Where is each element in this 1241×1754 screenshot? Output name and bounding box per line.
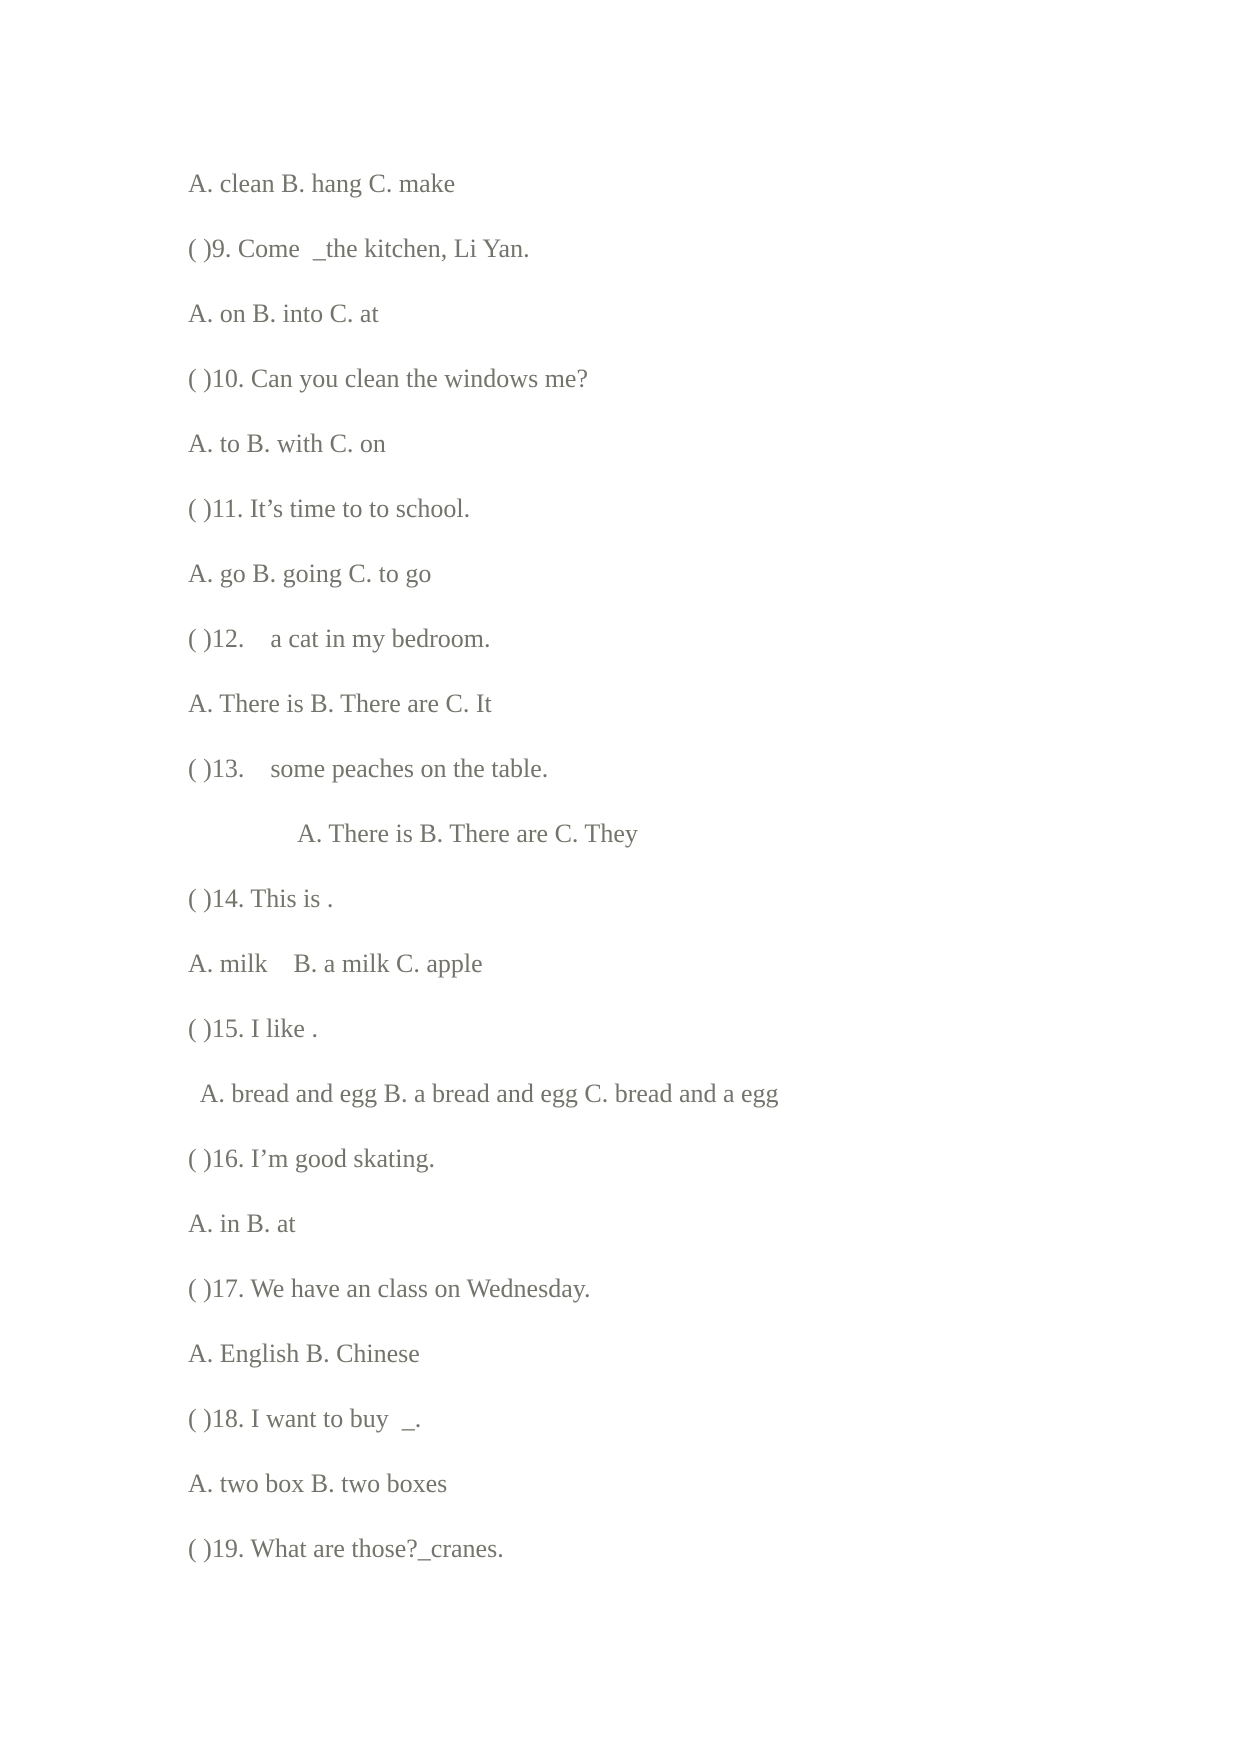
question-line-q17: ( )17. We have an class on Wednesday. [188,1274,591,1303]
question-line-q14: ( )14. This is . [188,884,334,913]
question-line-q13: ( )13. some peaches on the table. [188,754,549,783]
question-line-q10: ( )10. Can you clean the windows me? [188,364,589,393]
option-line-q10: A. to B. with C. on [188,429,386,458]
option-line-q9: A. on B. into C. at [188,299,379,328]
question-line-q18: ( )18. I want to buy _. [188,1404,422,1433]
option-line-q8: A. clean B. hang C. make [188,169,456,198]
option-line-q11: A. go B. going C. to go [188,559,432,588]
option-line-q18: A. two box B. two boxes [188,1469,448,1498]
option-line-q16: A. in B. at [188,1209,296,1238]
option-line-q12: A. There is B. There are C. It [188,689,492,718]
question-line-q11: ( )11. It’s time to to school. [188,494,471,523]
question-line-q16: ( )16. I’m good skating. [188,1144,435,1173]
option-line-q17: A. English B. Chinese [188,1339,420,1368]
question-line-q12: ( )12. a cat in my bedroom. [188,624,491,653]
question-line-q15: ( )15. I like . [188,1014,318,1043]
question-line-q19: ( )19. What are those?_cranes. [188,1534,504,1563]
option-line-q14: A. milk B. a milk C. apple [188,949,483,978]
question-line-q9: ( )9. Come _the kitchen, Li Yan. [188,234,530,263]
option-line-q13: A. There is B. There are C. They [188,819,638,848]
option-line-q15: A. bread and egg B. a bread and egg C. bread and a egg [188,1079,779,1108]
